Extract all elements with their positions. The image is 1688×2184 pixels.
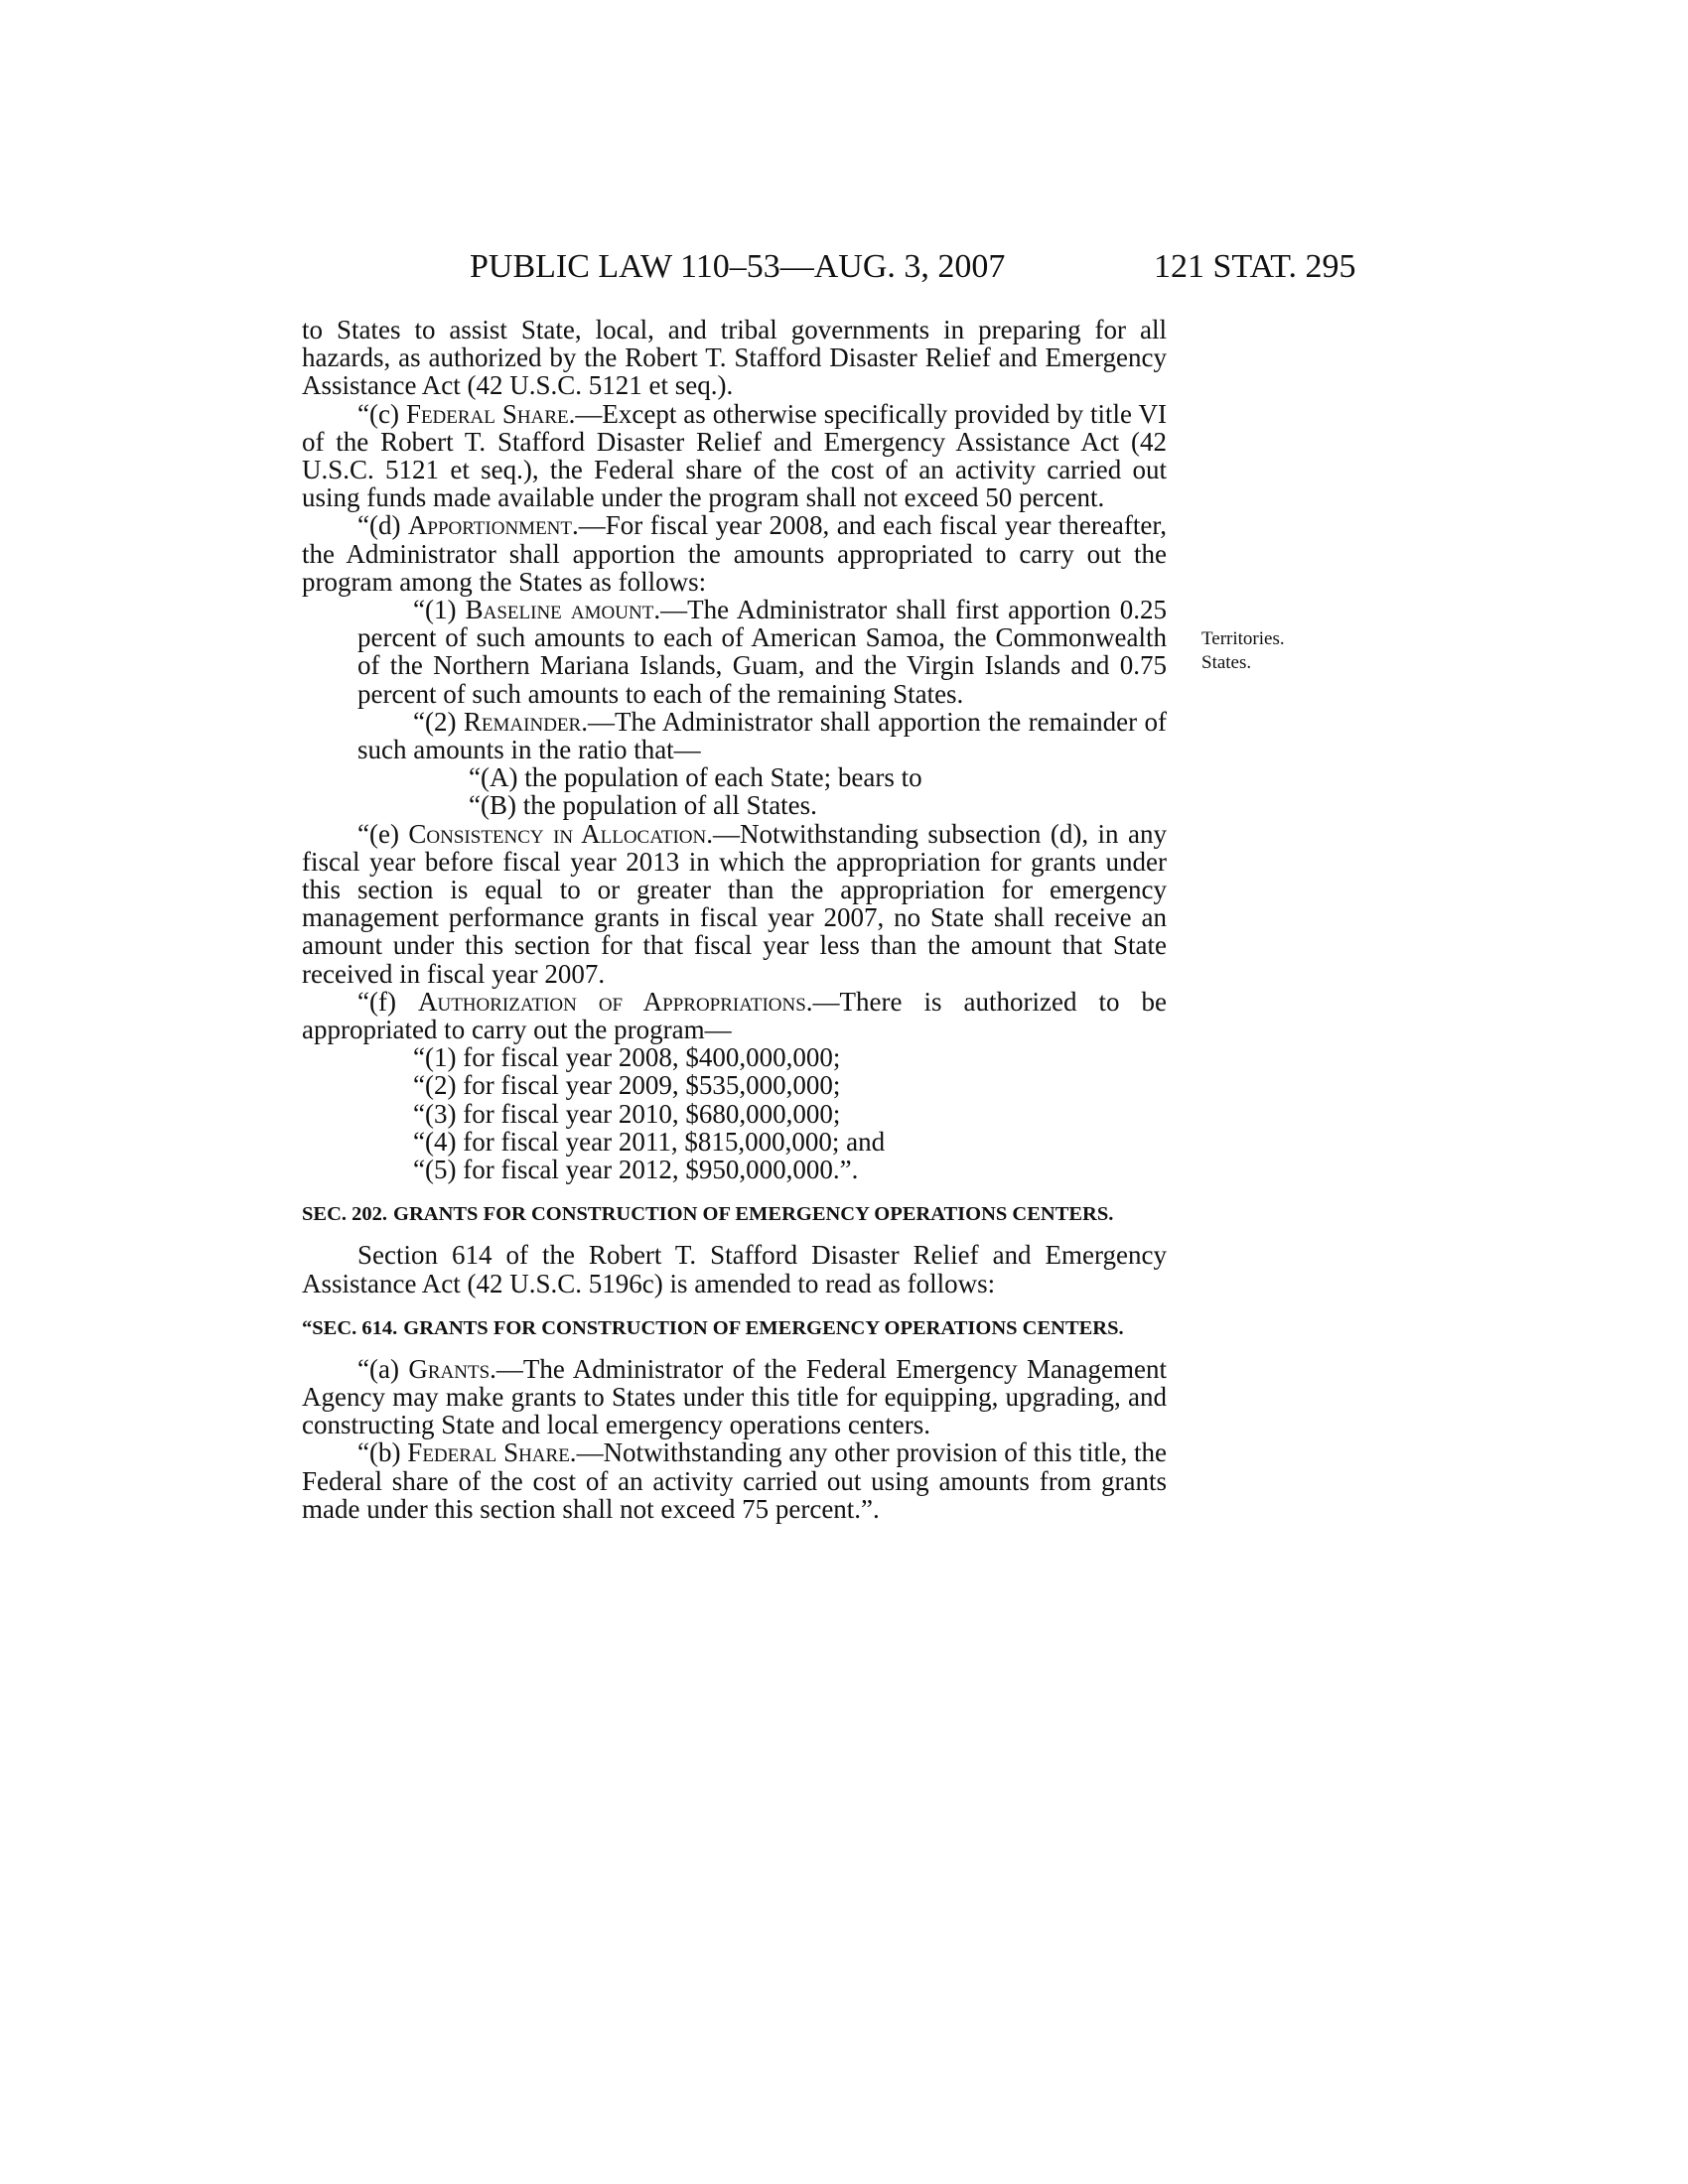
paragraph-f5: “(5) for fiscal year 2012, $950,000,000.”. [413, 1155, 859, 1185]
heading-baseline-amount: Baseline amount. [465, 595, 661, 625]
section-614-paragraph-b: “(b) Federal Share.—Notwithstanding any other provision of this title, the Federal share of the cost of an activity carried out using amounts from grants made under this section shall not exceed 75 percent.”. [302, 1437, 1168, 1524]
paragraph-d2: “(2) Remainder.—The Administrator shall apportion the remainder of such amounts in the ratio that— [357, 706, 1167, 765]
margin-note-territories: Territories. [1201, 628, 1285, 649]
heading-remainder: Remainder. [463, 706, 588, 737]
paragraph-continuation: to States to assist State, local, and tribal governments in preparing for all hazards, as authorized by the Robert T. Stafford Disaster Relief and Emergency Assistance Act (42 U.S.C. 5121 et seq.). [302, 315, 1167, 401]
statute-page-number: 121 STAT. 295 [1154, 248, 1356, 285]
section-202-text: Section 614 of the Robert T. Stafford Disaster Relief and Emergency Assistance Act (42 U.S.C. 5196c) is amended to read as follows: [302, 1240, 1167, 1298]
paragraph-dB: “(B) the population of all States. [469, 790, 817, 821]
paragraph-d1: “(1) Baseline amount.—The Administrator shall first apportion 0.25 percent of such amounts to each of American Samoa, the Commonwealth of the Northern Mariana Islands, Guam, and the Virgin Islands and 0.75 percent of such amounts to each of the remaining States. [357, 595, 1167, 709]
margin-note-states: States. [1201, 652, 1252, 673]
heading-federal-share: Federal Share. [405, 398, 576, 429]
heading-consistency-in-allocation: Consistency in Allocation. [408, 818, 713, 849]
heading-apportionment: Apportionment. [407, 510, 579, 541]
margin-notes [1201, 627, 1285, 675]
document-body [302, 316, 1167, 1523]
paragraph-e: “(e) Consistency in Allocation.—Notwithstanding subsection (d), in any fiscal year before fiscal year 2013 in which the appropriation for grants under this section is equal to or greater than the appropriation for emergency management performance grants in fiscal year 2007, no State shall receive an amount under this section for that fiscal year less than the amount that State received in fiscal year 2007. [302, 818, 1167, 989]
paragraph-f: “(f) Authorization of Appropriations.—There is authorized to be appropriated to carry out the program— [302, 986, 1167, 1045]
paragraph-f2: “(2) for fiscal year 2009, $535,000,000; [413, 1070, 841, 1101]
paragraph-d: “(d) Apportionment.—For fiscal year 2008, and each fiscal year thereafter, the Administrator shall apportion the amounts appropriated to carry out the program among the States as follows: [302, 510, 1167, 597]
paragraph-dA: “(A) the population of each State; bears to [469, 762, 922, 793]
paragraph-c: “(c) Federal Share.—Except as otherwise specifically provided by title VI of the Robert T. Stafford Disaster Relief and Emergency Assistance Act (42 U.S.C. 5121 et seq.), the Federal share of the cost of an activity carried out using funds made available under the program shall not exceed 50 percent. [302, 398, 1168, 513]
section-614-heading: “SEC. 614. GRANTS FOR CONSTRUCTION OF EMERGENCY OPERATIONS CENTERS. [302, 1316, 1124, 1339]
heading-grants: Grants. [408, 1353, 496, 1384]
paragraph-f3: “(3) for fiscal year 2010, $680,000,000; [413, 1098, 841, 1129]
section-614-paragraph-a: “(a) Grants.—The Administrator of the Federal Emergency Management Agency may make grants to States under this title for equipping, upgrading, and constructing State and local emergency operations centers. [302, 1353, 1167, 1440]
paragraph-f1: “(1) for fiscal year 2008, $400,000,000; [413, 1042, 841, 1073]
running-header-title: PUBLIC LAW 110–53—AUG. 3, 2007 [470, 248, 1006, 285]
paragraph-f4: “(4) for fiscal year 2011, $815,000,000; and [413, 1126, 886, 1157]
heading-authorization-of-appropriations: Authorization of Appropriations. [417, 986, 813, 1017]
heading-federal-share-614: Federal Share. [407, 1437, 577, 1468]
section-202-heading: SEC. 202. GRANTS FOR CONSTRUCTION OF EMERGENCY OPERATIONS CENTERS. [302, 1203, 1114, 1226]
